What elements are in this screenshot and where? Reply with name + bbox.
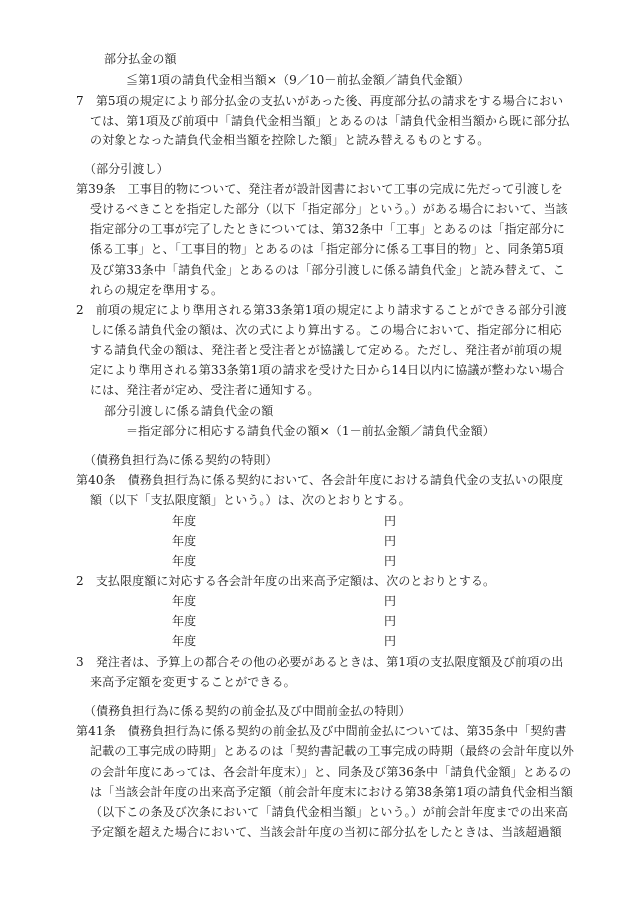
- article-41-line: 予定額を超えた場合において、当該会計年度の当初に部分払をしたときは、当該超過額: [90, 825, 562, 839]
- article-39-line: 受けるべきことを指定した部分（以下「指定部分」という。）がある場合において、当該: [90, 202, 568, 216]
- article-41-line: 記載の工事完成の時期」とあるのは「契約書記載の工事完成の時期（最終の会計年度以外: [90, 744, 575, 758]
- article-39-line: 第39条 工事目的物について、発注者が設計図書において工事の完成に先だって引渡しを: [76, 182, 563, 196]
- formula1-label: 部分払金の額: [104, 52, 177, 66]
- article-39-2-line: 定により準用される第33条第1項の請求を受けた日から14日以内に協議が整わない場合: [90, 363, 565, 377]
- formula1-expression: ≦第1項の請負代金相当額×（9／10－前払金額／請負代金額）: [126, 73, 470, 87]
- year-label: 年度: [172, 634, 197, 648]
- paragraph-7-line: ては、第1項及び前項中「請負代金相当額」とあるのは「請負代金相当額から既に部分払: [90, 114, 570, 128]
- heading-article-40: （債務負担行為に係る契約の特則）: [84, 453, 278, 467]
- paragraph-7-line: 7 第5項の規定により部分払金の支払いがあった後、再度部分払の請求をする場合におい: [76, 94, 564, 108]
- article-41-line: 第41条 債務負担行為に係る契約の前金払及び中間前金払については、第35条中「契約書: [76, 724, 567, 738]
- year-label: 年度: [172, 534, 197, 548]
- article-41-line: （以下この条及び次条において「請負代金相当額」という。）が前会計年度までの出来高: [90, 805, 569, 819]
- yen-label: 円: [384, 614, 397, 628]
- article-40-line: 額（以下「支払限度額」という。）は、次のとおりとする。: [90, 493, 411, 507]
- article-41-line: は「当該会計年度の出来高予定額（前会計年度末における第38条第1項の請負代金相当額: [90, 785, 574, 799]
- article-39-line: 係る工事」と、「工事目的物」とあるのは「指定部分に係る工事目的物」と、同条第5項: [90, 242, 564, 256]
- year-label: 年度: [172, 514, 197, 528]
- article-40-2: 2 支払限度額に対応する各会計年度の出来高予定額は、次のとおりとする。: [76, 574, 496, 588]
- article-39-2-line: する請負代金の額は、発注者と受注者とが協議して定める。ただし、発注者が前項の規: [90, 343, 562, 357]
- article-40-line: 第40条 債務負担行為に係る契約において、各会計年度における請負代金の支払いの限度: [76, 473, 564, 487]
- year-label: 年度: [172, 554, 197, 568]
- article-39-line: れらの規定を準用する。: [90, 283, 224, 297]
- heading-article-41: （債務負担行為に係る契約の前金払及び中間前金払の特則）: [84, 704, 411, 718]
- yen-label: 円: [384, 634, 397, 648]
- yen-label: 円: [384, 534, 397, 548]
- yen-label: 円: [384, 554, 397, 568]
- article-40-3-line: 3 発注者は、予算上の都合その他の必要があるときは、第1項の支払限度額及び前項の出: [76, 655, 564, 669]
- article-39-2-line: しに係る請負代金の額は、次の式により算出する。この場合において、指定部分に相応: [90, 323, 562, 337]
- year-label: 年度: [172, 594, 197, 608]
- article-39-line: 指定部分の工事が完了したときについては、第32条中「工事」とあるのは「指定部分に: [90, 222, 566, 236]
- article-39-line: 及び第33条中「請負代金」とあるのは「部分引渡しに係る請負代金」と読み替えて、こ: [90, 263, 566, 277]
- article-40-3-line: 来高予定額を変更することができる。: [90, 675, 296, 689]
- formula2-label: 部分引渡しに係る請負代金の額: [104, 404, 274, 418]
- article-41-line: の会計年度にあっては、各会計年度末）」と、同条及び第36条中「請負代金額」とあるの: [90, 765, 572, 779]
- paragraph-7-line: の対象となった請負代金相当額を控除した額」と読み替えるものとする。: [90, 133, 490, 147]
- yen-label: 円: [384, 514, 397, 528]
- yen-label: 円: [384, 594, 397, 608]
- formula2-expression: ＝指定部分に相応する請負代金の額×（1－前払金額／請負代金額）: [126, 424, 495, 438]
- article-39-2-line: 2 前項の規定により準用される第33条第1項の規定により請求することができる部分引渡: [76, 303, 567, 317]
- year-label: 年度: [172, 614, 197, 628]
- article-39-2-line: には、発注者が定め、受注者に通知する。: [90, 383, 320, 397]
- heading-article-39: （部分引渡し）: [84, 162, 169, 176]
